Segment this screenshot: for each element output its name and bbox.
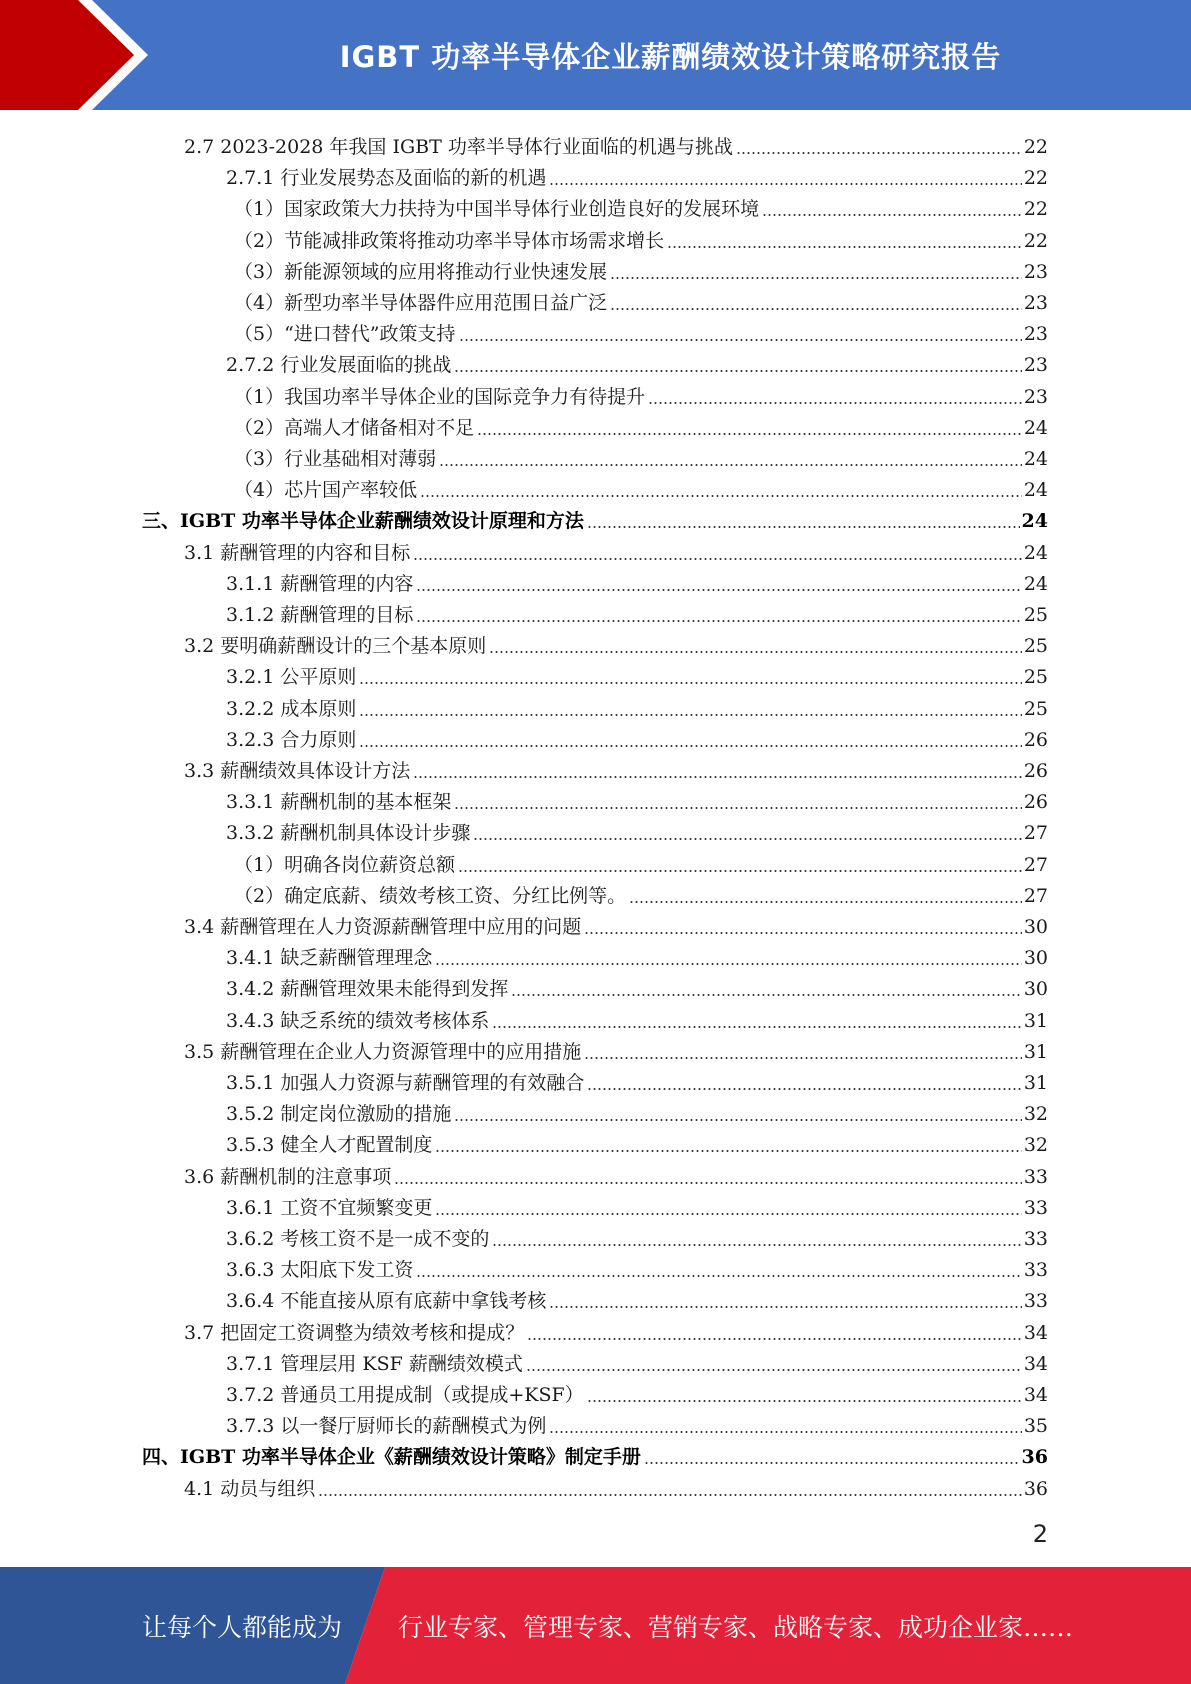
toc-dot-leader: [435, 1213, 1021, 1215]
toc-entry-page: 26: [1023, 729, 1048, 751]
toc-entry-page: 30: [1023, 916, 1048, 938]
toc-entry-title: （5）“进口替代”政策支持: [234, 323, 456, 345]
toc-entry[interactable]: [234, 408, 1048, 439]
toc-entry-page: 25: [1023, 604, 1048, 626]
toc-entry-title: （2）确定底薪、绩效考核工资、分红比例等。: [234, 885, 627, 907]
toc-dot-leader: [587, 526, 1020, 528]
toc-entry[interactable]: [226, 595, 1048, 626]
toc-entry-page: 25: [1023, 635, 1048, 657]
toc-dot-leader: [413, 776, 1022, 778]
toc-entry-title: 3.1.1 薪酬管理的内容: [226, 573, 414, 595]
toc-dot-leader: [420, 495, 1022, 497]
toc-entry[interactable]: [226, 813, 1048, 844]
toc-dot-leader: [435, 963, 1021, 965]
toc-entry[interactable]: [226, 969, 1048, 1000]
toc-entry[interactable]: [234, 283, 1048, 314]
toc-dot-leader: [526, 1369, 1022, 1371]
toc-entry-title: （4）新型功率半导体器件应用范围日益广泛: [234, 292, 608, 314]
toc-dot-leader: [587, 1400, 1022, 1402]
footer-slogan-right: 行业专家、管理专家、营销专家、战略专家、成功企业家……: [398, 1612, 1074, 1642]
toc-entry[interactable]: [184, 1469, 1048, 1500]
toc-dot-leader: [489, 651, 1022, 653]
toc-entry[interactable]: [226, 1094, 1048, 1125]
toc-dot-leader: [473, 838, 1021, 840]
toc-entry-title: 3.7.3 以一餐厅厨师长的薪酬模式为例: [226, 1415, 547, 1437]
toc-entry-title: 3.6.4 不能直接从原有底薪中拿钱考核: [226, 1290, 547, 1312]
toc-entry[interactable]: [226, 564, 1048, 595]
toc-entry-title: 3.5.2 制定岗位激励的措施: [226, 1103, 452, 1125]
toc-dot-leader: [359, 714, 1021, 716]
toc-dot-leader: [435, 1150, 1021, 1152]
toc-entry-title: 3.5 薪酬管理在企业人力资源管理中的应用措施: [184, 1041, 582, 1063]
toc-entry-title: 3.1 薪酬管理的内容和目标: [184, 542, 411, 564]
toc-entry-title: 3.7.1 管理层用 KSF 薪酬绩效模式: [226, 1353, 523, 1375]
toc-entry-title: 3.6.2 考核工资不是一成不变的: [226, 1228, 490, 1250]
toc-dot-leader: [762, 214, 1022, 216]
toc-entry-title: 3.6.3 太阳底下发工资: [226, 1259, 414, 1281]
toc-entry[interactable]: [226, 1375, 1048, 1406]
toc-entry-page: 33: [1023, 1259, 1048, 1281]
toc-dot-leader: [454, 370, 1021, 372]
toc-entry-title: 3.3 薪酬绩效具体设计方法: [184, 760, 411, 782]
toc-dot-leader: [439, 464, 1022, 466]
toc-dot-leader: [416, 620, 1021, 622]
toc-entry-title: 3.3.2 薪酬机制具体设计步骤: [226, 822, 471, 844]
toc-entry-page: 36: [1023, 1478, 1048, 1500]
toc-entry-page: 32: [1023, 1134, 1048, 1156]
toc-dot-leader: [610, 277, 1022, 279]
toc-dot-leader: [416, 1275, 1021, 1277]
toc-entry-page: 30: [1023, 978, 1048, 1000]
toc-dot-leader: [318, 1494, 1022, 1496]
toc-entry-page: 26: [1023, 760, 1048, 782]
toc-entry[interactable]: [226, 938, 1048, 969]
toc-entry-title: （2）节能减排政策将推动功率半导体市场需求增长: [234, 230, 665, 252]
toc-entry[interactable]: [226, 1063, 1048, 1094]
toc-dot-leader: [610, 308, 1022, 310]
toc-dot-leader: [394, 1182, 1022, 1184]
toc-entry-page: 34: [1023, 1353, 1048, 1375]
toc-dot-leader: [587, 1088, 1021, 1090]
toc-dot-leader: [629, 901, 1022, 903]
toc-entry-title: 3.7.2 普通员工用提成制（或提成+KSF）: [226, 1384, 584, 1406]
toc-entry-title: 2.7.1 行业发展势态及面临的新的机遇: [226, 167, 547, 189]
toc-entry-page: 22: [1023, 167, 1048, 189]
toc-entry[interactable]: [226, 1250, 1048, 1281]
toc-entry-page: 33: [1023, 1290, 1048, 1312]
toc-entry-title: 3.2 要明确薪酬设计的三个基本原则: [184, 635, 487, 657]
toc-entry-title: 3.4.3 缺乏系统的绩效考核体系: [226, 1010, 490, 1032]
toc-entry-title: 3.4.1 缺乏薪酬管理理念: [226, 947, 433, 969]
toc-entry[interactable]: [184, 907, 1048, 938]
toc-dot-leader: [454, 1119, 1021, 1121]
toc-entry[interactable]: [226, 345, 1048, 376]
toc-entry-page: 23: [1023, 354, 1048, 376]
toc-entry[interactable]: [226, 1001, 1048, 1032]
toc-dot-leader: [584, 932, 1022, 934]
toc-entry-page: 35: [1023, 1415, 1048, 1437]
toc-entry-page: 23: [1023, 323, 1048, 345]
toc-dot-leader: [667, 246, 1022, 248]
toc-entry-title: 3.2.1 公平原则: [226, 666, 357, 688]
toc-entry-page: 27: [1023, 885, 1048, 907]
toc-entry-page: 36: [1021, 1446, 1048, 1468]
toc-entry-title: 3.1.2 薪酬管理的目标: [226, 604, 414, 626]
toc-entry-title: 3.5.3 健全人才配置制度: [226, 1134, 433, 1156]
toc-entry-page: 33: [1023, 1228, 1048, 1250]
toc-entry[interactable]: [184, 533, 1048, 564]
toc-entry[interactable]: [226, 689, 1048, 720]
toc-dot-leader: [359, 682, 1021, 684]
header-arrow-decoration: [0, 0, 160, 110]
toc-entry-page: 23: [1023, 261, 1048, 283]
toc-entry-title: （1）明确各岗位薪资总额: [234, 854, 456, 876]
toc-entry[interactable]: [142, 1437, 1048, 1468]
toc-entry-page: 24: [1023, 542, 1048, 564]
toc-entry-page: 23: [1023, 292, 1048, 314]
toc-entry-title: 3.6.1 工资不宜频繁变更: [226, 1197, 433, 1219]
page-header: [0, 0, 1191, 110]
toc-entry-page: 34: [1023, 1384, 1048, 1406]
toc-entry[interactable]: [226, 657, 1048, 688]
toc-dot-leader: [648, 402, 1022, 404]
toc-entry-page: 31: [1023, 1072, 1048, 1094]
toc-entry[interactable]: [226, 720, 1048, 751]
toc-entry-title: 2.7 2023-2028 年我国 IGBT 功率半导体行业面临的机遇与挑战: [184, 136, 733, 158]
toc-entry[interactable]: [226, 1281, 1048, 1312]
toc-entry-page: 22: [1023, 136, 1048, 158]
toc-entry-title: 3.4 薪酬管理在人力资源薪酬管理中应用的问题: [184, 916, 582, 938]
toc-entry-page: 25: [1023, 698, 1048, 720]
toc-entry-title: 3.3.1 薪酬机制的基本框架: [226, 791, 452, 813]
toc-entry[interactable]: [184, 751, 1048, 782]
toc-entry-title: （2）高端人才储备相对不足: [234, 417, 475, 439]
toc-entry-title: 3.2.2 成本原则: [226, 698, 357, 720]
toc-entry-title: 3.2.3 合力原则: [226, 729, 357, 751]
toc-entry-title: 3.5.1 加强人力资源与薪酬管理的有效融合: [226, 1072, 585, 1094]
toc-dot-leader: [644, 1462, 1020, 1464]
toc-entry-title: （4）芯片国产率较低: [234, 479, 418, 501]
toc-entry-title: （1）国家政策大力扶持为中国半导体行业创造良好的发展环境: [234, 198, 760, 220]
toc-entry-title: （3）新能源领域的应用将推动行业快速发展: [234, 261, 608, 283]
toc-dot-leader: [416, 589, 1021, 591]
toc-entry[interactable]: [234, 876, 1048, 907]
toc-entry[interactable]: [226, 1219, 1048, 1250]
toc-entry[interactable]: [234, 845, 1048, 876]
toc-entry[interactable]: [234, 221, 1048, 252]
toc-entry[interactable]: [234, 470, 1048, 501]
toc-entry-page: 31: [1023, 1010, 1048, 1032]
toc-entry[interactable]: [226, 1188, 1048, 1219]
toc-entry-page: 34: [1023, 1322, 1048, 1344]
toc-entry[interactable]: [226, 782, 1048, 813]
toc-entry[interactable]: [226, 1125, 1048, 1156]
toc-entry[interactable]: [234, 252, 1048, 283]
toc-dot-leader: [549, 1306, 1021, 1308]
toc-entry[interactable]: [234, 314, 1048, 345]
toc-dot-leader: [736, 152, 1022, 154]
footer-slogan-left: 让每个人都能成为: [142, 1612, 343, 1642]
toc-entry-page: 26: [1023, 791, 1048, 813]
toc-entry-page: 25: [1023, 666, 1048, 688]
toc-entry[interactable]: [142, 501, 1048, 532]
toc-dot-leader: [549, 1431, 1021, 1433]
page-number: 2: [1032, 1520, 1048, 1548]
toc-entry[interactable]: [184, 1157, 1048, 1188]
toc-dot-leader: [492, 1244, 1021, 1246]
toc-entry-page: 32: [1023, 1103, 1048, 1125]
toc-entry-page: 33: [1023, 1197, 1048, 1219]
toc-entry[interactable]: [234, 439, 1048, 470]
toc-entry-page: 24: [1023, 573, 1048, 595]
toc-entry-page: 23: [1023, 386, 1048, 408]
toc-entry-title: 3.7 把固定工资调整为绩效考核和提成？: [184, 1322, 525, 1344]
toc-dot-leader: [492, 1026, 1021, 1028]
toc-entry[interactable]: [226, 1344, 1048, 1375]
toc-dot-leader: [454, 807, 1021, 809]
toc-dot-leader: [458, 870, 1022, 872]
toc-entry-page: 27: [1023, 822, 1048, 844]
toc-dot-leader: [459, 339, 1022, 341]
toc-entry-page: 22: [1023, 198, 1048, 220]
page-footer: [0, 1567, 1191, 1684]
toc-entry[interactable]: [226, 1406, 1048, 1437]
header-title: IGBT 功率半导体企业薪酬绩效设计策略研究报告: [339, 39, 1002, 74]
toc-entry-title: 3.6 薪酬机制的注意事项: [184, 1166, 392, 1188]
toc-entry-page: 33: [1023, 1166, 1048, 1188]
toc-dot-leader: [359, 745, 1021, 747]
toc-entry-page: 27: [1023, 854, 1048, 876]
toc-entry-page: 30: [1023, 947, 1048, 969]
toc-entry[interactable]: [226, 158, 1048, 189]
toc-entry[interactable]: [234, 377, 1048, 408]
toc-entry[interactable]: [184, 127, 1048, 158]
toc-dot-leader: [549, 183, 1021, 185]
toc-entry-title: 4.1 动员与组织: [184, 1478, 316, 1500]
toc-entry[interactable]: [184, 1032, 1048, 1063]
toc-entry-page: 31: [1023, 1041, 1048, 1063]
toc-dot-leader: [413, 558, 1022, 560]
toc-entry-page: 22: [1023, 230, 1048, 252]
toc-dot-leader: [527, 1338, 1022, 1340]
toc-entry[interactable]: [234, 189, 1048, 220]
toc-dot-leader: [511, 994, 1021, 996]
toc-dot-leader: [477, 433, 1022, 435]
toc-entry-title: 3.4.2 薪酬管理效果未能得到发挥: [226, 978, 509, 1000]
toc-dot-leader: [584, 1057, 1022, 1059]
toc-entry[interactable]: [184, 1313, 1048, 1344]
toc-entry-page: 24: [1021, 510, 1048, 532]
toc-entry-title: 2.7.2 行业发展面临的挑战: [226, 354, 452, 376]
toc-entry-page: 24: [1023, 479, 1048, 501]
toc-entry-title: 四、IGBT 功率半导体企业《薪酬绩效设计策略》制定手册: [142, 1446, 641, 1468]
toc-entry[interactable]: [184, 626, 1048, 657]
toc-entry-page: 24: [1023, 417, 1048, 439]
toc-entry-page: 24: [1023, 448, 1048, 470]
toc-entry-title: 三、IGBT 功率半导体企业薪酬绩效设计原理和方法: [142, 510, 584, 532]
toc-entry-title: （3）行业基础相对薄弱: [234, 448, 437, 470]
toc-entry-title: （1）我国功率半导体企业的国际竞争力有待提升: [234, 386, 646, 408]
